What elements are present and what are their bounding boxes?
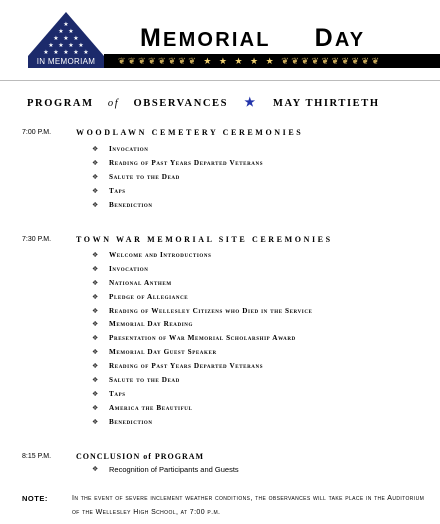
page-title: MEMORIAL DAY: [140, 24, 366, 52]
note-text: In the event of severe inclement weather conditions, the observances will take place in the Auditorium of the Wellesley High School, at 7:00 p.m.: [72, 495, 425, 516]
header: [0, 0, 440, 78]
svg-text:★: ★: [63, 22, 69, 28]
bullet-icon: ❖: [92, 200, 99, 209]
ornament-bar: [104, 54, 440, 68]
bullet-icon: ❖: [92, 320, 99, 329]
svg-text:★: ★: [63, 50, 69, 56]
note-label: NOTE:: [22, 494, 48, 503]
bullet-icon: ❖: [92, 306, 99, 315]
bullet-icon: ❖: [92, 292, 99, 301]
folded-flag-icon: [28, 12, 104, 58]
bullet-icon: ❖: [92, 466, 99, 473]
bullet-icon: ❖: [92, 172, 99, 181]
bullet-icon: ❖: [92, 376, 99, 385]
divider: [0, 80, 440, 81]
svg-text:★: ★: [78, 43, 84, 49]
program-heading: PROGRAM of OBSERVANCES ★ MAY THIRTIETH: [27, 95, 380, 109]
section-time: 8:15 P.M.: [22, 453, 52, 460]
svg-text:★: ★: [73, 50, 79, 56]
section-title: WOODLAWN CEMETERY CEREMONIES: [76, 128, 304, 137]
svg-text:★: ★: [53, 50, 59, 56]
bullet-icon: ❖: [92, 403, 99, 412]
in-memoriam-badge: IN MEMORIAM: [28, 56, 104, 68]
svg-text:★: ★: [83, 50, 89, 56]
star-icon: ★: [244, 95, 257, 109]
svg-text:★: ★: [58, 29, 64, 35]
bullet-icon: ❖: [92, 362, 99, 371]
svg-text:★: ★: [63, 36, 69, 42]
svg-text:★: ★: [68, 43, 74, 49]
ornament-left: ❦❦❦❦❦❦❦❦: [118, 56, 199, 66]
bullet-icon: ❖: [92, 334, 99, 343]
svg-text:★: ★: [43, 50, 49, 56]
bullet-icon: ❖: [92, 145, 99, 153]
svg-text:★: ★: [73, 36, 79, 42]
star-row-icon: ★ ★ ★ ★ ★: [203, 56, 277, 66]
svg-text:★: ★: [53, 36, 59, 42]
svg-text:★: ★: [58, 43, 64, 49]
svg-text:★: ★: [68, 29, 74, 35]
bullet-icon: ❖: [92, 264, 99, 273]
bullet-icon: ❖: [92, 186, 99, 195]
bullet-icon: ❖: [92, 389, 99, 398]
section-time: 7:00 P.M.: [22, 129, 52, 136]
bullet-icon: ❖: [92, 278, 99, 287]
ornament-right: ❦❦❦❦❦❦❦❦❦❦: [281, 56, 382, 66]
bullet-icon: ❖: [92, 251, 99, 259]
section-time: 7:30 P.M.: [22, 236, 52, 243]
bullet-icon: ❖: [92, 417, 99, 426]
bullet-icon: ❖: [92, 158, 99, 167]
section-title: TOWN WAR MEMORIAL SITE CEREMONIES: [76, 235, 333, 244]
bullet-icon: ❖: [92, 348, 99, 357]
svg-text:★: ★: [48, 43, 54, 49]
section-title: CONCLUSION of PROGRAM: [76, 452, 205, 461]
